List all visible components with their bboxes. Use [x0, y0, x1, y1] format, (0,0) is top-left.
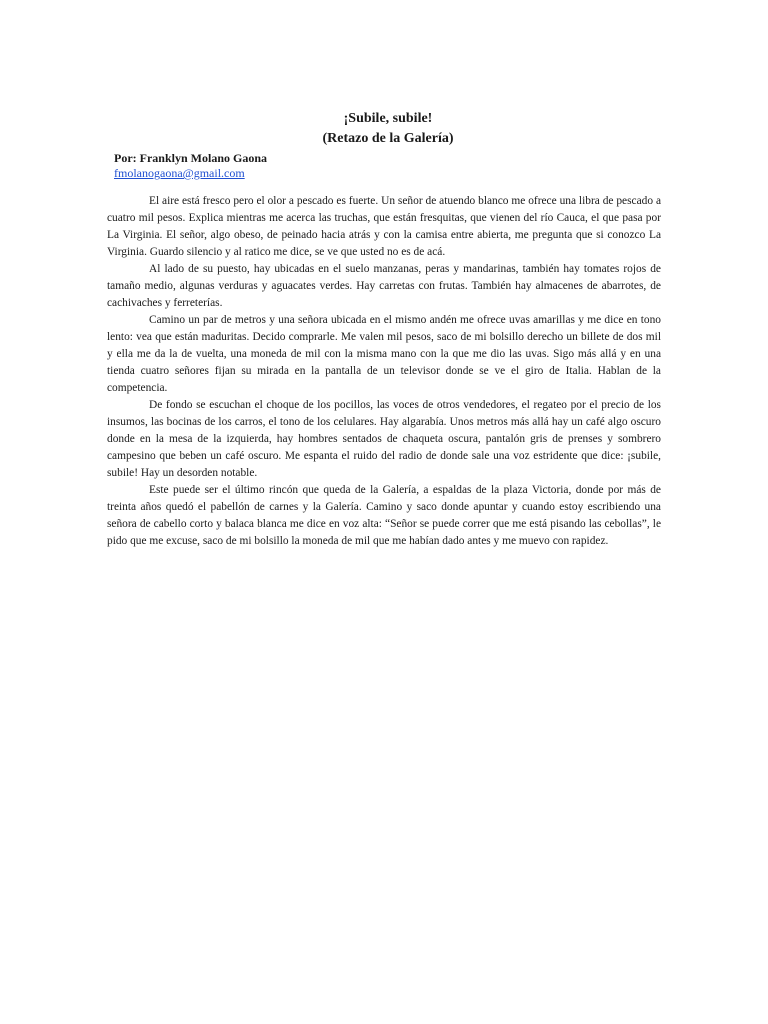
- paragraph-3: Camino un par de metros y una señora ubicada en el mismo andén me ofrece uvas amarillas y me dice en tono lento: vea que están maduritas. Decido comprarle. Me valen mil pesos, saco de mi bolsillo derecho un billete de dos mil y ella me da la de vuelta, una moneda de mil con la misma mano con la que me dio las uvas. Sigo más allá y en una tienda cuatro señores fijan su mirada en la pantalla de un televisor donde se ve el giro de Italia. Hablan de la competencia.: [107, 314, 661, 394]
- paragraph-5: Este puede ser el último rincón que queda de la Galería, a espaldas de la plaza Victoria, donde por más de treinta años quedó el pabellón de carnes y la Galería. Camino y saco donde apuntar y cuando estoy escribiendo una señora de cabello corto y balaca blanca me dice en voz alta: “Señor se puede correr que me está pisando las cebollas”, le pido que me excuse, saco de mi bolsillo la moneda de mil que me habían dado antes y me muevo con rapidez.: [107, 484, 661, 547]
- paragraph-1: El aire está fresco pero el olor a pescado es fuerte. Un señor de atuendo blanco me ofrece una libra de pescado a cuatro mil pesos. Explica mientras me acerca las truchas, que están fresquitas, que vienen del río Cauca, el que pasa por La Virginia. El señor, algo obeso, de peinado hacia atrás y con la camisa entre abierta, me pregunta que si conozco La Virginia. Guardo silencio y al ratico me dice, se ve que usted no es de acá.: [107, 195, 661, 258]
- paragraph-4: De fondo se escuchan el choque de los pocillos, las voces de otros vendedores, el regateo por el precio de los insumos, las bocinas de los carros, el tono de los celulares. Hay algarabía. Unos metros más allá hay un café algo oscuro donde en la mesa de la izquierda, hay hombres sentados de chaqueta oscura, pantalón gris de prenses y sombrero campesino que beben un café oscuro. Me espanta el ruido del radio de donde sale una voz estridente que dice: ¡subile, subile! Hay un desorden notable.: [107, 399, 661, 479]
- document-subtitle: (Retazo de la Galería): [322, 131, 454, 146]
- paragraph-2: Al lado de su puesto, hay ubicadas en el suelo manzanas, peras y mandarinas, también hay tomates rojos de tamaño medio, algunas verduras y aguacates verdes. Hay carretas con frutas. También hay almacenes de abarrotes, de cachivaches y ferreterías.: [107, 263, 661, 309]
- title-block: [0, 109, 768, 149]
- document-title: ¡Subile, subile!: [343, 111, 433, 126]
- author-byline: Por: Franklyn Molano Gaona: [114, 151, 268, 165]
- author-block: [114, 151, 267, 181]
- author-email-link[interactable]: fmolanogaona@gmail.com: [114, 166, 245, 180]
- article-body: [107, 193, 661, 550]
